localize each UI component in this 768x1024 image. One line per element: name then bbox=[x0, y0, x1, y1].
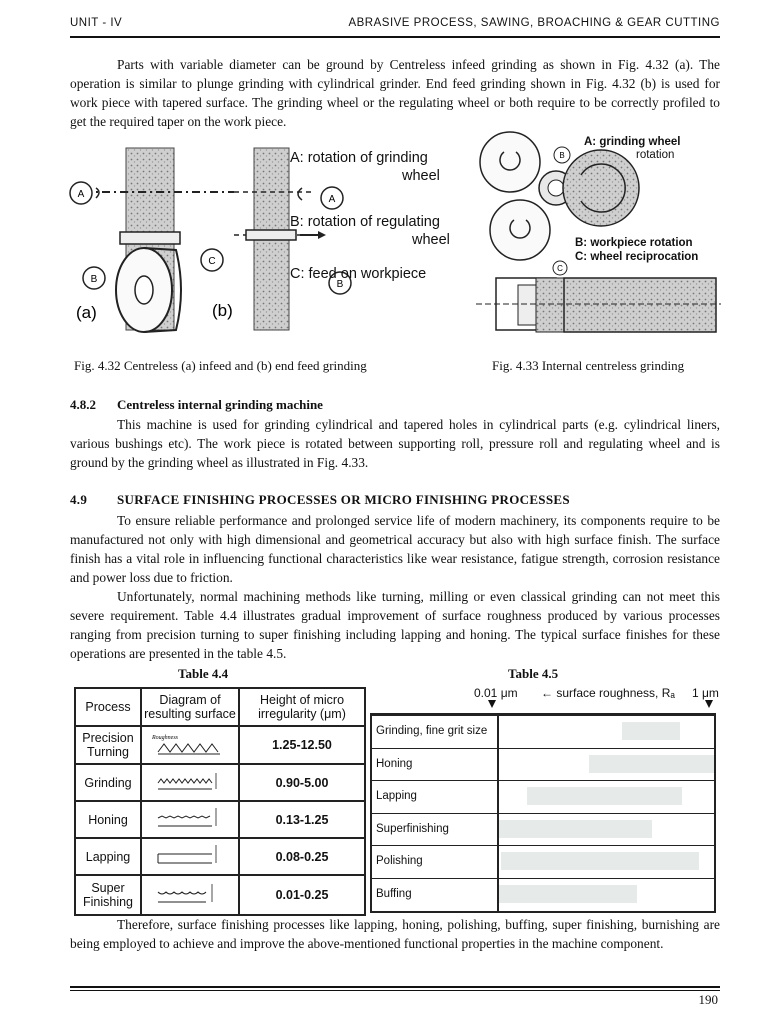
svg-text:A: A bbox=[328, 194, 336, 205]
svg-text:Roughness: Roughness bbox=[152, 734, 178, 741]
t45-row-label: Honing bbox=[376, 757, 413, 770]
t45-row-label: Buffing bbox=[376, 887, 412, 900]
table-row bbox=[372, 813, 714, 846]
table-row bbox=[372, 715, 714, 748]
svg-text:A: A bbox=[77, 189, 85, 200]
t45-row-label: Superfinishing bbox=[376, 822, 449, 835]
fig433-legend-a: A: grinding wheel rotation bbox=[584, 136, 681, 161]
t45-roughness-bar bbox=[527, 787, 682, 805]
table-row: Lapping 0.08-0.25 bbox=[75, 838, 365, 875]
fig433-caption: Fig. 4.33 Internal centreless grinding bbox=[492, 358, 685, 373]
t45-roughness-bar bbox=[499, 885, 637, 903]
workpiece-b bbox=[246, 230, 296, 240]
svg-text:B: B bbox=[90, 274, 98, 285]
table45-title: Table 4.5 bbox=[508, 666, 559, 681]
t45-roughness-bar bbox=[622, 722, 680, 740]
grinding-wheel-section bbox=[564, 278, 716, 332]
header-chapter-title: ABRASIVE PROCESS, SAWING, BROACHING & GEAR CUTTING bbox=[348, 17, 720, 29]
surface-diagram-lapping bbox=[150, 841, 230, 869]
header-unit: UNIT - IV bbox=[70, 17, 123, 29]
table44-title: Table 4.4 bbox=[178, 666, 229, 681]
intro-paragraph: Parts with variable diameter can be ground by Centreless infeed grinding as shown in Fig. 4.32 (a). The operation is similar to plunge grinding with cylindrical grinder. End feed grinding shown in Fig. 4.32 (b) is used for work piece with tapered surface. The grinding wheel or the regulating wheel or both require to be correctly profiled to get the required taper on the work piece. bbox=[70, 57, 720, 129]
svg-text:B: B bbox=[336, 279, 344, 290]
regulating-wheel bbox=[490, 200, 550, 260]
svg-text:C: C bbox=[557, 264, 563, 273]
fig433-legend-bc: B: workpiece rotation C: wheel reciprocation bbox=[575, 237, 699, 263]
fig432-caption: Fig. 4.32 Centreless (a) infeed and (b) end feed grinding bbox=[74, 358, 367, 373]
section-482-heading: 4.8.2 Centreless internal grinding machine bbox=[70, 397, 323, 412]
t44-header-process: Process bbox=[75, 688, 141, 726]
svg-text:C: C bbox=[208, 256, 216, 267]
table-4-5 bbox=[370, 713, 716, 913]
section-482-text: This machine is used for grinding cylindrical and tapered holes in cylindrical parts (e.g. cylindrical liners, various bushings etc). The work piece is rotated between supporting roll, pressure roll and regulating wheel and is ground by the grinding wheel as illustrated in Fig. 4.33. bbox=[70, 417, 720, 470]
surface-diagram-turning bbox=[150, 730, 230, 758]
t45-axis-left: 0.01 μm bbox=[474, 686, 518, 700]
workpiece-a bbox=[120, 232, 180, 244]
t45-roughness-bar bbox=[499, 820, 652, 838]
surface-diagram-honing bbox=[150, 804, 230, 832]
table-row: Grinding 0.90-5.00 bbox=[75, 764, 365, 801]
surface-diagram-grinding bbox=[150, 767, 230, 795]
table-row bbox=[372, 878, 714, 911]
table-row bbox=[372, 845, 714, 878]
t45-axis-mid: ← surface roughness, Rₐ bbox=[541, 686, 675, 700]
label-a: (a) bbox=[76, 303, 97, 322]
label-b: (b) bbox=[212, 301, 233, 320]
surface-diagram-superfinishing bbox=[150, 880, 230, 908]
footer-rule-1 bbox=[70, 986, 720, 988]
support-roll bbox=[480, 132, 540, 192]
t45-row-label: Polishing bbox=[376, 855, 423, 867]
t45-row-label: Grinding, fine grit size bbox=[376, 725, 488, 737]
t45-roughness-bar bbox=[501, 852, 699, 870]
svg-text:B: B bbox=[559, 151, 565, 160]
table-row: Precision Turning Roughness 1.25-12.50 bbox=[75, 726, 365, 764]
t45-roughness-bar bbox=[589, 755, 714, 773]
table-row bbox=[372, 780, 714, 813]
t44-header-diagram: Diagram of resulting surface bbox=[141, 688, 239, 726]
table-row: Super Finishing 0.01-0.25 bbox=[75, 875, 365, 915]
page-number: 190 bbox=[698, 992, 718, 1007]
header-rule bbox=[70, 36, 720, 38]
t45-arrow-left bbox=[488, 700, 496, 708]
closing-paragraph: Therefore, surface finishing processes like lapping, honing, polishing, buffing, super finishing, burnishing are being employed to achieve and improve the above-mentioned functional properties in the machine component. bbox=[70, 917, 720, 951]
t45-arrow-right bbox=[705, 700, 713, 708]
section-49-text: To ensure reliable performance and prolonged service life of modern machinery, its components require to be manufactured not only with high dimensional and geometrical accuracy but also with high surface finish. The surface finish has a vital role in influencing functional characteristics like wear resistance, fatigue strength, corrosion resistance and power loss due to friction. Unfortunately, normal machining methods like turning, milling or even classical grinding can not meet this severe requirement. Table 4.4 illustrates gradual improvement of surface roughness produced by various processes ranging from precision turning to super finishing including lapping and honing. The typical surface finishes for these operations are presented in the table 4.5. bbox=[70, 513, 720, 661]
t44-header-height: Height of micro irregularity (μm) bbox=[239, 688, 365, 726]
table-4-4 bbox=[74, 687, 366, 916]
table-row: Honing 0.13-1.25 bbox=[75, 801, 365, 838]
fig432-legend: A: rotation of grinding wheel B: rotation of regulating wheel C: feed on workpiece bbox=[290, 150, 450, 282]
footer-rule-2 bbox=[70, 990, 720, 991]
section-49-heading: 4.9 SURFACE FINISHING PROCESSES OR MICRO FINISHING PROCESSES bbox=[70, 492, 570, 507]
table-row bbox=[372, 748, 714, 781]
t45-axis-right: 1 μm bbox=[692, 686, 719, 700]
t45-row-label: Lapping bbox=[376, 790, 417, 802]
